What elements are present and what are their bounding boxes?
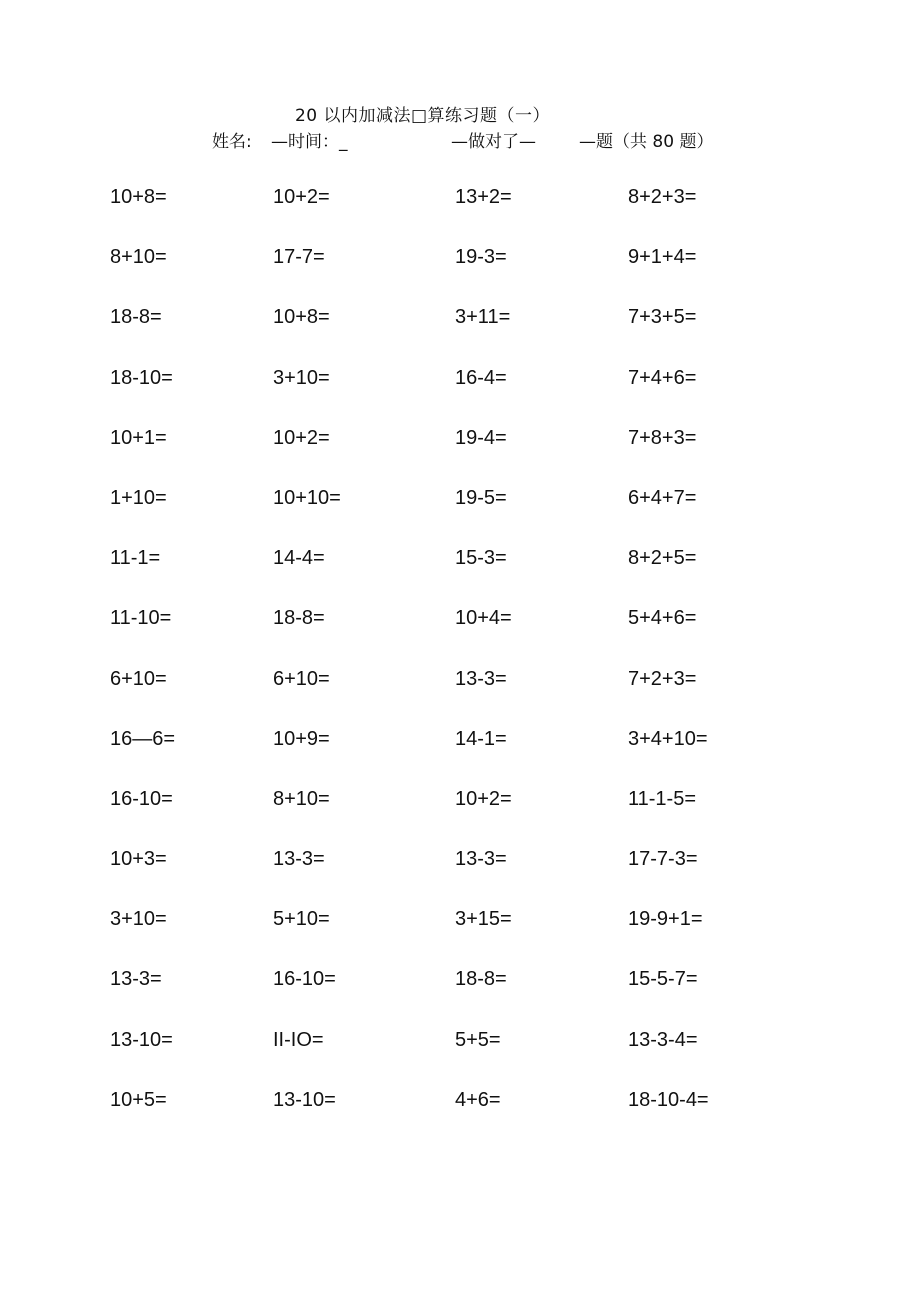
problem: 6+4+7=	[628, 486, 697, 509]
problem-row	[0, 1086, 920, 1146]
problem: 1+10=	[110, 486, 167, 509]
problem: 18-8=	[110, 306, 162, 329]
problem: 19-4=	[455, 426, 507, 449]
problem-row	[0, 303, 920, 363]
problem: 4+6=	[455, 1088, 501, 1111]
problem-row	[0, 665, 920, 725]
problem: 10+4=	[455, 607, 512, 630]
problem: 15-3=	[455, 547, 507, 570]
problem: 3+15=	[455, 908, 512, 931]
problem: 8+10=	[273, 787, 330, 810]
problem: 7+8+3=	[628, 426, 697, 449]
problem: 10+2=	[455, 787, 512, 810]
problem-row	[0, 424, 920, 484]
total-count-label: —题（共 80 题）	[579, 132, 714, 152]
problem-row	[0, 364, 920, 424]
problem: 7+4+6=	[628, 366, 697, 389]
problem: 16-10=	[110, 787, 173, 810]
problem: 7+2+3=	[628, 667, 697, 690]
correct-count-label: —做对了—	[451, 132, 536, 152]
problem-row	[0, 604, 920, 664]
problem: 5+10=	[273, 908, 330, 931]
problem: 3+10=	[110, 908, 167, 931]
problem: 6+10=	[273, 667, 330, 690]
problem: 10+1=	[110, 426, 167, 449]
problem: 16—6=	[110, 727, 176, 750]
problem: 3+4+10=	[628, 727, 708, 750]
problem: 10+2=	[273, 426, 330, 449]
problem-row	[0, 544, 920, 604]
problem: 13+2=	[455, 186, 512, 208]
problem-row	[0, 243, 920, 303]
problem: 19-3=	[455, 246, 507, 269]
problem: 18-10-4=	[628, 1088, 709, 1111]
problem: 14-1=	[455, 727, 507, 750]
problem: 13-3=	[110, 968, 162, 991]
problem: 17-7-3=	[628, 848, 698, 871]
problem: 17-7=	[273, 246, 325, 269]
problem: 18-8=	[273, 607, 325, 630]
name-label: 姓名:	[212, 132, 252, 152]
problem: 5+5=	[455, 1028, 501, 1051]
problem: 5+4+6=	[628, 607, 697, 630]
problem: 7+3+5=	[628, 306, 697, 329]
problem: 10+10=	[273, 486, 341, 509]
problem: 11-10=	[110, 607, 172, 630]
problem: 10+9=	[273, 727, 330, 750]
problem: 13-3-4=	[628, 1028, 698, 1051]
problem-row	[0, 845, 920, 905]
problem: 19-9+1=	[628, 908, 703, 931]
problem-row	[0, 725, 920, 785]
problem: 13-3=	[455, 848, 507, 871]
problem: 8+2+5=	[628, 547, 697, 570]
problem: 10+3=	[110, 848, 167, 871]
problem: 3+11=	[455, 306, 511, 329]
worksheet-title: 20 以内加减法□算练习题（一）	[294, 106, 551, 126]
problem: 10+2=	[273, 186, 330, 208]
problem: 13-10=	[273, 1088, 336, 1111]
problem: 16-10=	[273, 968, 336, 991]
problem: 3+10=	[273, 366, 330, 389]
problem: 11-1-5=	[628, 787, 697, 810]
problem: 6+10=	[110, 667, 167, 690]
problem-row	[0, 183, 920, 243]
problem-row	[0, 484, 920, 544]
problem: 10+8=	[273, 306, 330, 329]
problem-row	[0, 905, 920, 965]
time-label: —时间：_	[271, 132, 348, 152]
problem: 14-4=	[273, 547, 325, 570]
problem: 9+1+4=	[628, 246, 697, 269]
problem: 16-4=	[455, 366, 507, 389]
problem: 13-3=	[273, 848, 325, 871]
problem: 13-10=	[110, 1028, 173, 1051]
problem-row	[0, 785, 920, 845]
problem: 15-5-7=	[628, 968, 698, 991]
problem: 11-1=	[110, 547, 161, 570]
problem: 19-5=	[455, 486, 507, 509]
problem: 13-3=	[455, 667, 507, 690]
problem-row	[0, 965, 920, 1025]
problem: 8+10=	[110, 246, 167, 269]
problem-row	[0, 1026, 920, 1086]
problem: 18-8=	[455, 968, 507, 991]
problem: II-IO=	[273, 1028, 324, 1051]
problem: 18-10=	[110, 366, 173, 389]
problem-grid	[0, 183, 920, 1146]
problem: 10+5=	[110, 1088, 167, 1111]
problem: 8+2+3=	[628, 186, 697, 208]
problem: 10+8=	[110, 186, 167, 208]
